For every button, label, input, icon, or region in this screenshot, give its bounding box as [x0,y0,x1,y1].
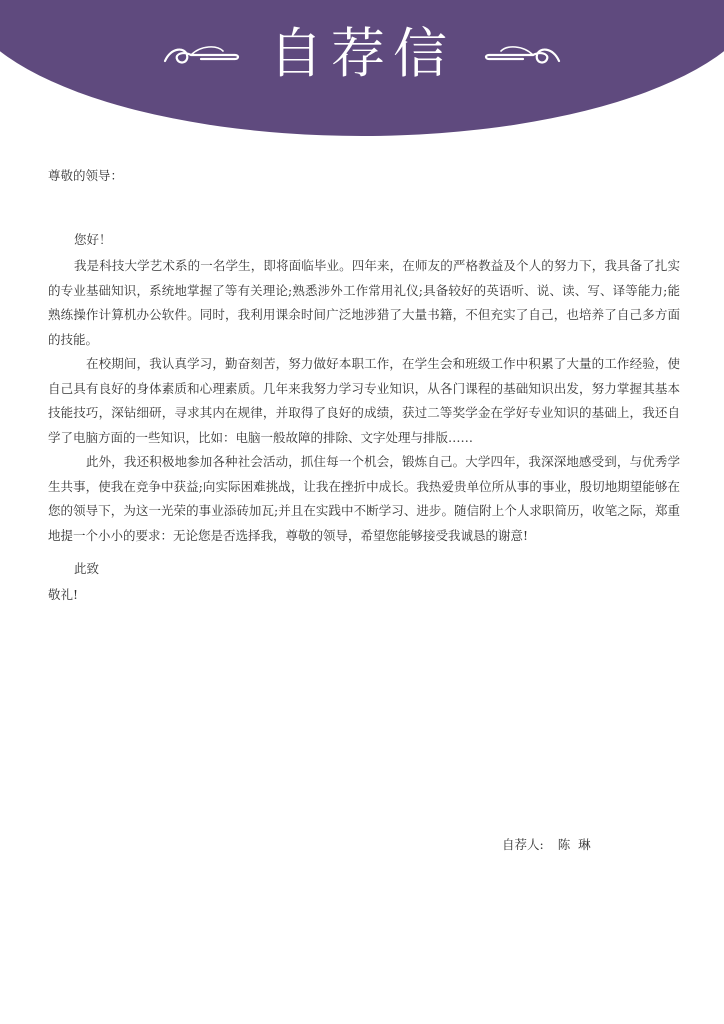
left-flourish-icon [161,39,241,69]
right-flourish-icon [483,39,563,69]
letter-paragraph: 在校期间，我认真学习，勤奋刻苦，努力做好本职工作，在学生会和班级工作中积累了大量的工作经验，使自己具有良好的身体素质和心理素质。几年来我努力学习专业知识，从各门课程的基础知识出发，努力掌握其基本技能技巧，深钻细研，寻求其内在规律，并取得了良好的成绩，获过二等奖学金在学好专业知识的基础上，我还自学了电脑方面的一些知识，比如：电脑一般故障的排除、文字处理与排版…… [48,356,680,445]
signature [502,836,591,854]
letter-paragraph: 我是科技大学艺术系的一名学生，即将面临毕业。四年来，在师友的严格教益及个人的努力下，我具备了扎实的专业基础知识，系统地掌握了等有关理论;熟悉涉外工作常用礼仪;具备较好的英语听、说、读、写、译等能力;能熟练操作计算机办公软件。同时，我利用课余时间广泛地涉猎了大量书籍，不但充实了自己，也培养了自己多方面的技能。 [48,258,680,347]
letter-regards: 敬礼! [48,587,79,602]
letter-greeting: 尊敬的领导： [48,168,124,183]
letter-salutation: 您好！ [74,232,112,247]
page-title: 自荐信 [269,22,455,85]
signature-label: 自荐人: [502,837,544,852]
letter-closing: 此致 [74,561,100,576]
title-row [0,14,724,94]
signature-name: 陈 琳 [557,837,591,852]
letter-body [48,166,680,608]
letter-paragraph: 此外，我还积极地参加各种社会活动，抓住每一个机会，锻炼自己。大学四年，我深深地感受到，与优秀学生共事，使我在竞争中获益;向实际困难挑战，让我在挫折中成长。我热爱贵单位所从事的事业，殷切地期望能够在您的领导下，为这一光荣的事业添砖加瓦;并且在实践中不断学习、进步。随信附上个人求职简历，收笔之际，郑重地提一个小小的要求：无论您是否选择我，尊敬的领导，希望您能够接受我诚恳的谢意! [48,454,680,543]
